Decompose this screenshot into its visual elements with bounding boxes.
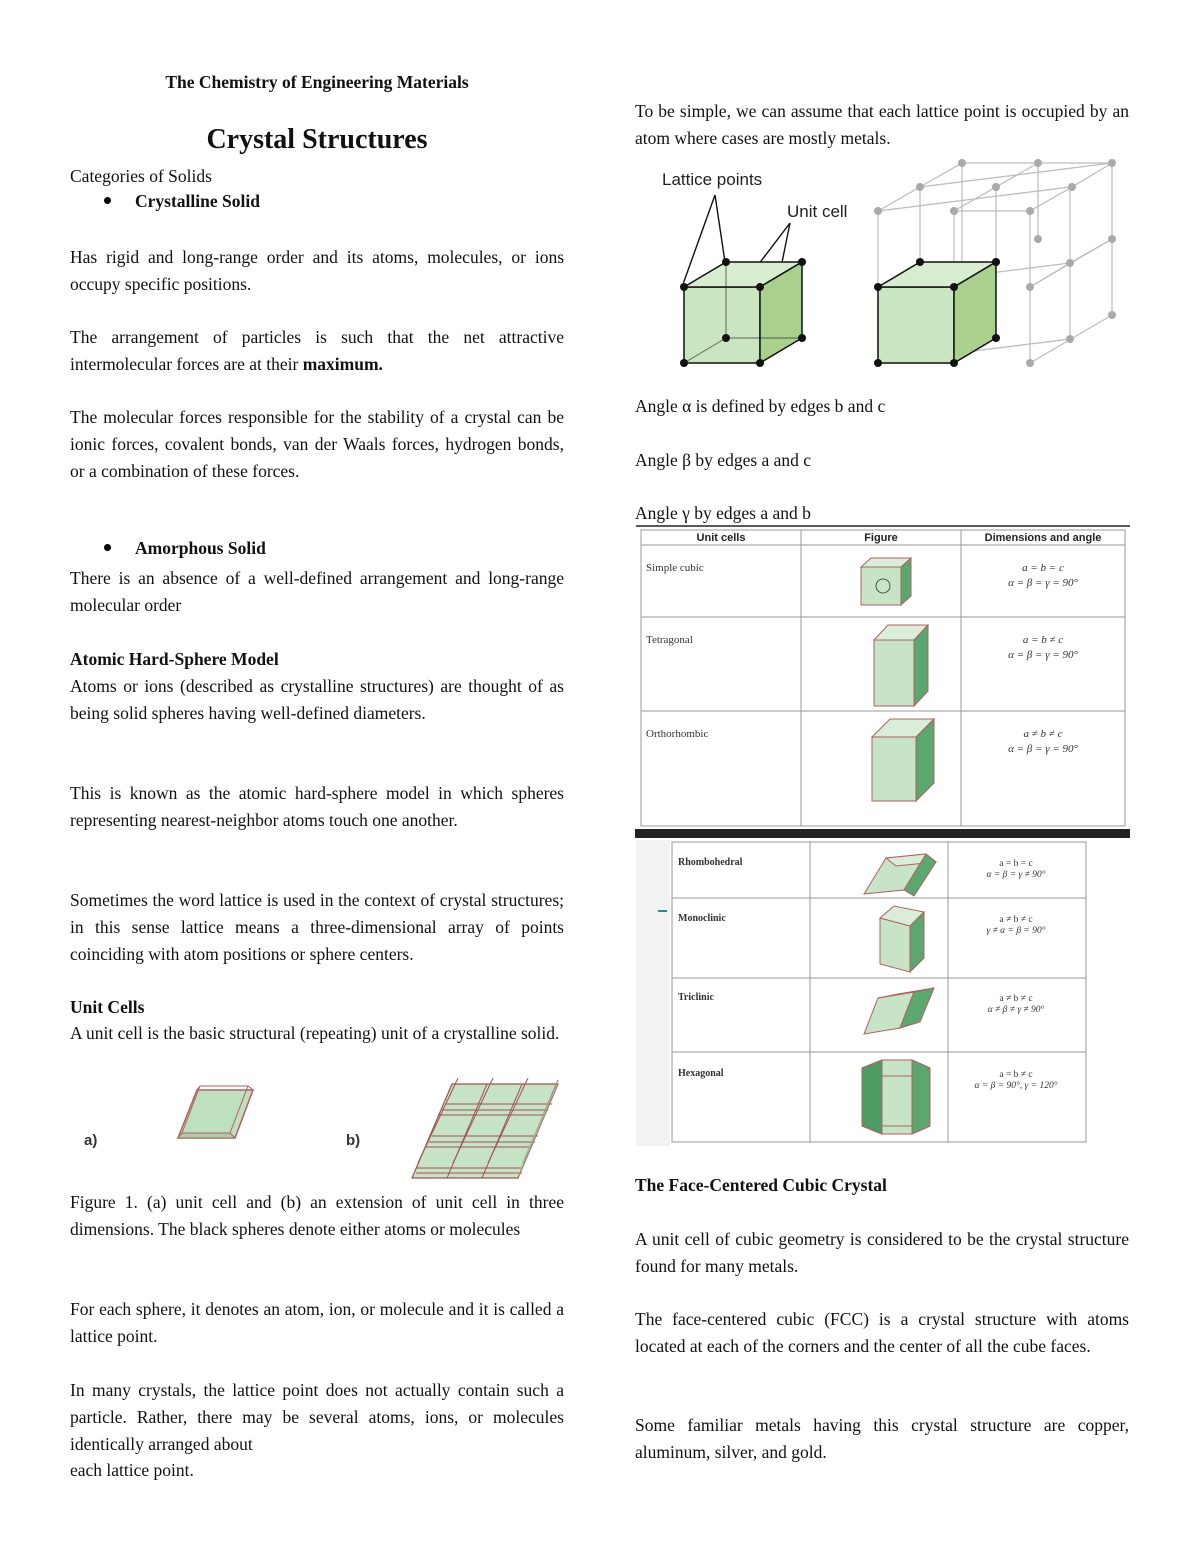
- table2-row-dim2: α ≠ β ≠ γ ≠ 90°: [987, 1005, 1045, 1015]
- angle-alpha-text: Angle α is defined by edges b and c: [635, 396, 886, 416]
- paragraph-molecular-forces: The molecular forces responsible for the stability of a crystal can be ionic forces, covalent bonds, van der Waals forces, hydrogen bonds, or a combination of these forces.: [70, 407, 564, 481]
- bullet-dot: [104, 544, 111, 551]
- bullet-amorphous: [104, 538, 266, 559]
- angle-beta-text: Angle β by edges a and c: [635, 450, 812, 470]
- table2-row-dim1: a ≠ b ≠ c: [999, 994, 1033, 1004]
- paragraph-unit-cell-def: A unit cell is the basic structural (repeating) unit of a crystalline solid.: [70, 1023, 560, 1043]
- categories-label: Categories of Solids: [70, 166, 212, 186]
- paragraph-fcc-metals: Some familiar metals having this crystal structure are copper, aluminum, silver, and gold.: [635, 1415, 1129, 1462]
- table1-row-dim2: α = β = γ = 90°: [1008, 577, 1078, 589]
- table1-header-figure: Figure: [864, 532, 898, 544]
- tetragonal-figure: [874, 625, 928, 706]
- document-header: The Chemistry of Engineering Materials: [165, 72, 469, 92]
- unit-cell-lattice-b: [412, 1078, 558, 1178]
- page-title: Crystal Structures: [206, 124, 428, 155]
- table1-row-dim2: α = β = γ = 90°: [1008, 649, 1078, 661]
- table2-row-dim2: γ ≠ α = β = 90°: [986, 926, 1046, 936]
- paragraph-cubic-geometry: A unit cell of cubic geometry is considered to be the crystal structure found for many metals.: [635, 1229, 1129, 1276]
- paragraph-lattice-particle: [70, 1377, 564, 1484]
- table1-header-dimensions: Dimensions and angle: [984, 532, 1102, 544]
- bullet-crystalline-label: Crystalline Solid: [135, 191, 260, 211]
- unit-cell-cube: [680, 258, 806, 367]
- unit-cells-table-1-graphic: [636, 525, 1130, 828]
- fig-a-label: a): [84, 1132, 98, 1149]
- paragraph-lattice-particle-text: In many crystals, the lattice point does not actually contain such a particle. Rather, there may be several atoms, ions, or molecules identically arranged about: [70, 1380, 564, 1454]
- orthorhombic-figure: [872, 719, 934, 801]
- figure-unit-cell-graphic: [70, 1078, 564, 1186]
- figure-1-caption: Figure 1. (a) unit cell and (b) an extension of unit cell in three dimensions. The black spheres denote either atoms or molecules: [70, 1192, 564, 1239]
- label-unit-cell: Unit cell: [787, 202, 848, 221]
- paragraph-lattice: Sometimes the word lattice is used in the context of crystal structures; in this sense lattice means a three-dimensional array of points coinciding with atom positions or sphere centers.: [70, 890, 564, 964]
- unit-cells-table-1: [636, 525, 1130, 828]
- paragraph-hard-sphere: Atoms or ions (described as crystalline structures) are thought of as being solid spheres having well-defined diameters.: [70, 676, 564, 723]
- paragraph-arrangement: [70, 324, 564, 378]
- bullet-amorphous-label: Amorphous Solid: [135, 538, 266, 558]
- table2-row-dim1: a ≠ b ≠ c: [999, 915, 1033, 925]
- unit-cells-table-2-graphic: [636, 840, 1130, 1146]
- paragraph-crystalline-def: Has rigid and long-range order and its atoms, molecules, or ions occupy specific positions.: [70, 247, 564, 294]
- label-lattice-points: Lattice points: [662, 170, 763, 189]
- table1-row-dim1: a ≠ b ≠ c: [1023, 728, 1063, 740]
- paragraph-lattice-particle-end: each lattice point.: [70, 1460, 194, 1481]
- heading-hard-sphere: Atomic Hard-Sphere Model: [70, 649, 279, 669]
- simple-cubic-figure: [861, 558, 911, 605]
- emphasis-maximum: maximum.: [302, 353, 383, 374]
- bullet-crystalline: [104, 191, 260, 212]
- lattice-grid: [874, 159, 1116, 367]
- paragraph-fcc-def: The face-centered cubic (FCC) is a crystal structure with atoms located at each of the corners and the center of all the cube faces.: [635, 1309, 1129, 1356]
- table1-row-dim1: a = b = c: [1022, 562, 1064, 574]
- table2-row-name: Triclinic: [678, 992, 714, 1003]
- table1-row-name: Orthorhombic: [646, 728, 709, 740]
- unit-cells-table-2: [636, 840, 1130, 1146]
- table2-row-name: Rhombohedral: [678, 857, 743, 868]
- figure-lattice-graphic: [640, 155, 1130, 375]
- angle-gamma-text: Angle γ by edges a and b: [635, 503, 811, 523]
- table2-row-dim2: α = β = 90°, γ = 120°: [974, 1081, 1058, 1091]
- table2-row-dim1: a = b = c: [999, 859, 1033, 869]
- table2-row-dim1: a = b ≠ c: [999, 1070, 1033, 1080]
- table-divider-bar: [635, 829, 1130, 838]
- paragraph-lattice-point: For each sphere, it denotes an atom, ion, or molecule and it is called a lattice point.: [70, 1299, 564, 1346]
- table1-row-dim2: α = β = γ = 90°: [1008, 743, 1078, 755]
- hexagonal-figure: [862, 1060, 930, 1134]
- heading-unit-cells: Unit Cells: [70, 997, 145, 1017]
- fig-b-label: b): [346, 1132, 361, 1149]
- figure-unit-cell: [70, 1078, 564, 1186]
- bullet-dot: [104, 197, 111, 204]
- monoclinic-figure: [880, 906, 924, 972]
- table2-row-dim2: α = β = γ ≠ 90°: [986, 870, 1046, 880]
- table1-row-dim1: a = b ≠ c: [1022, 634, 1064, 646]
- table2-row-name: Hexagonal: [678, 1068, 724, 1079]
- table1-row-name: Tetragonal: [646, 634, 693, 646]
- table1-row-name: Simple cubic: [646, 562, 704, 574]
- unit-cell-a: [178, 1086, 253, 1138]
- figure-lattice-unit-cell: [640, 155, 1130, 375]
- heading-fcc: The Face-Centered Cubic Crystal: [635, 1175, 887, 1195]
- table2-row-name: Monoclinic: [678, 913, 726, 924]
- paragraph-lattice-atom: To be simple, we can assume that each lattice point is occupied by an atom where cases are mostly metals.: [635, 101, 1129, 148]
- paragraph-arrangement-text: The arrangement of particles is such that the net attractive intermolecular forces are at their: [70, 327, 564, 374]
- paragraph-hard-sphere-model: This is known as the atomic hard-sphere model in which spheres representing nearest-neighbor atoms touch one another.: [70, 783, 564, 830]
- paragraph-amorphous-def: There is an absence of a well-defined arrangement and long-range molecular order: [70, 568, 564, 615]
- table1-header-unit-cells: Unit cells: [696, 532, 746, 544]
